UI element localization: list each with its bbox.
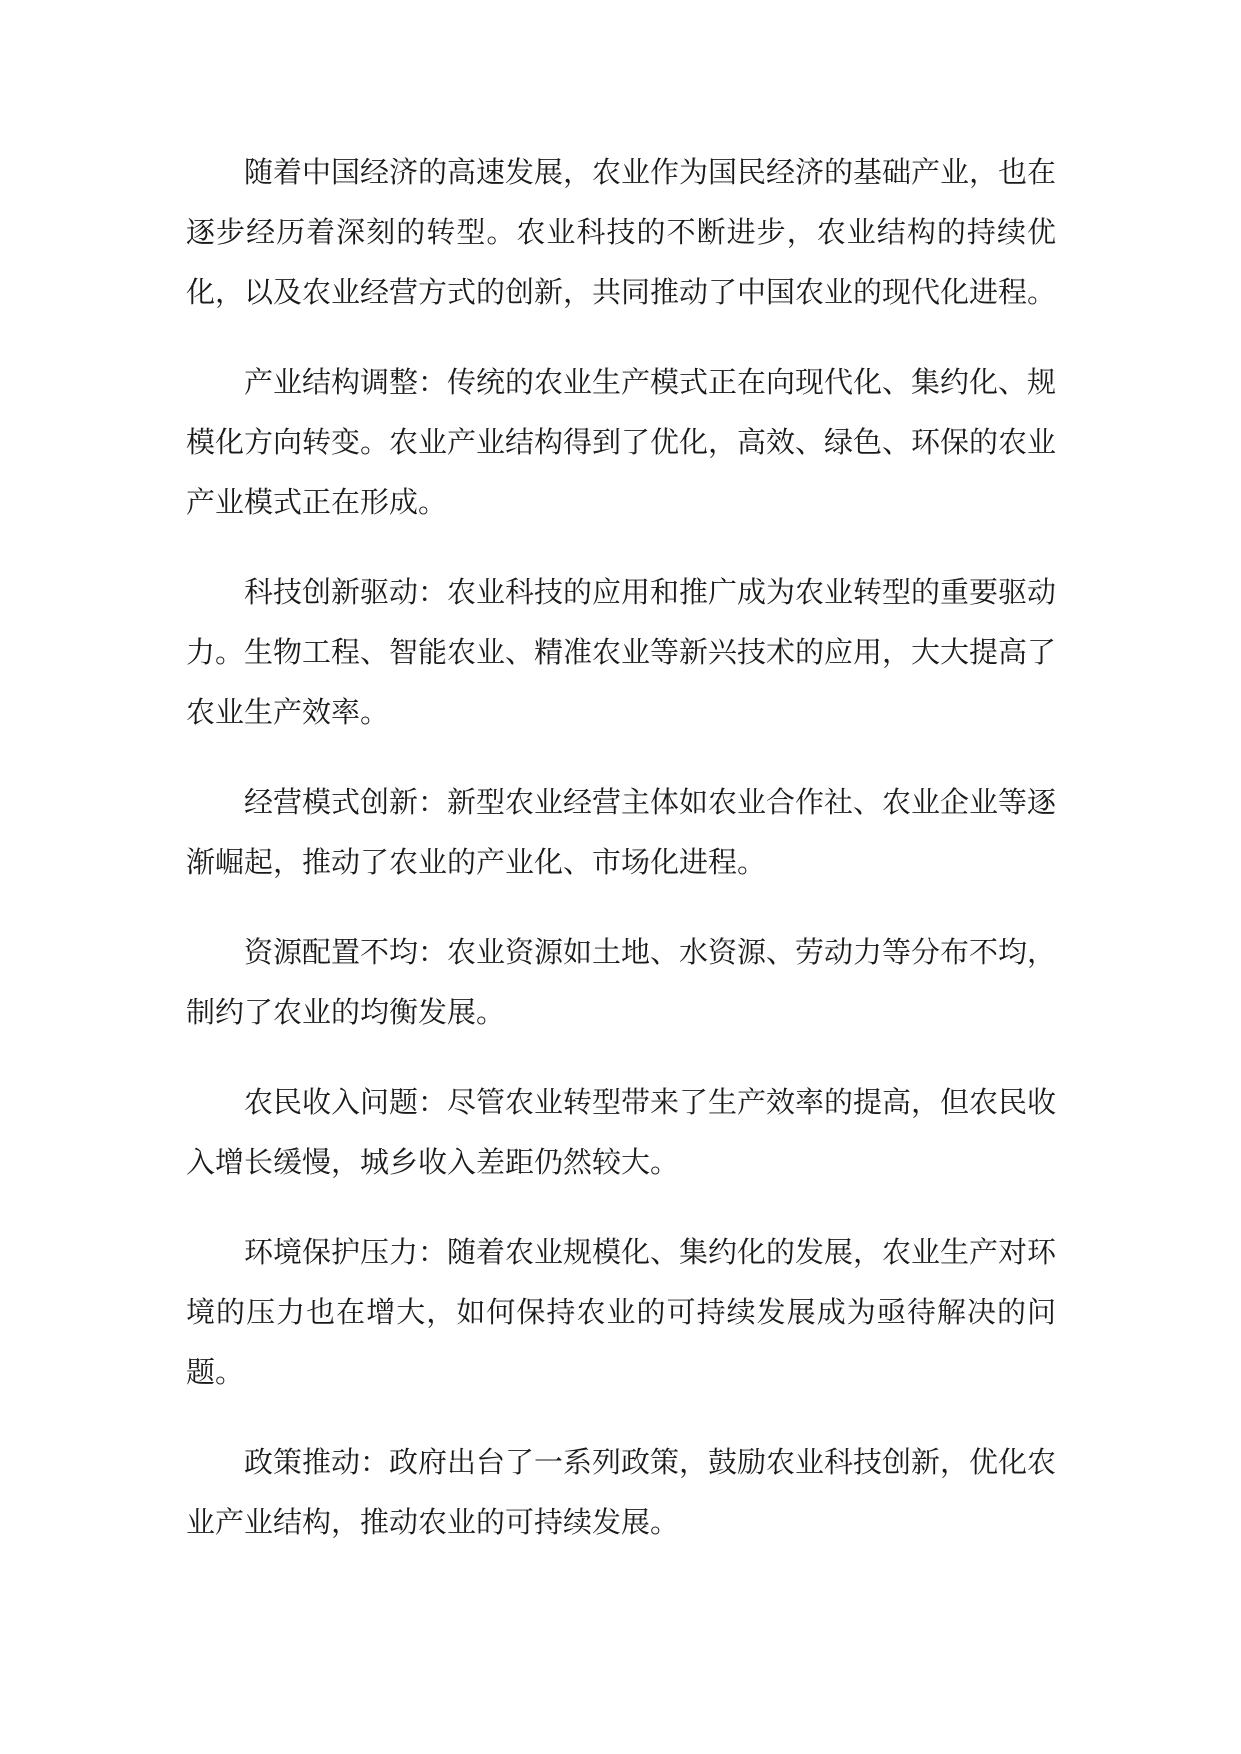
paragraph-industry-structure: 产业结构调整：传统的农业生产模式正在向现代化、集约化、规模化方向转变。农业产业结构得到了优化，高效、绿色、环保的农业产业模式正在形成。 xyxy=(186,365,1057,519)
paragraph-tech-innovation: 科技创新驱动：农业科技的应用和推广成为农业转型的重要驱动力。生物工程、智能农业、精准农业等新兴技术的应用，大大提高了农业生产效率。 xyxy=(186,575,1057,729)
paragraph-environment: 环境保护压力：随着农业规模化、集约化的发展，农业生产对环境的压力也在增大，如何保持农业的可持续发展成为亟待解决的问题。 xyxy=(186,1235,1057,1389)
paragraph-farmer-income: 农民收入问题：尽管农业转型带来了生产效率的提高，但农民收入增长缓慢，城乡收入差距仍然较大。 xyxy=(186,1085,1057,1179)
paragraph-policy: 政策推动：政府出台了一系列政策，鼓励农业科技创新，优化农业产业结构，推动农业的可持续发展。 xyxy=(186,1445,1057,1539)
paragraph-resource-allocation: 资源配置不均：农业资源如土地、水资源、劳动力等分布不均，制约了农业的均衡发展。 xyxy=(186,935,1057,1029)
paragraph-business-model: 经营模式创新：新型农业经营主体如农业合作社、农业企业等逐渐崛起，推动了农业的产业化、市场化进程。 xyxy=(186,785,1057,879)
paragraph-intro: 随着中国经济的高速发展，农业作为国民经济的基础产业，也在逐步经历着深刻的转型。农业科技的不断进步，农业结构的持续优化，以及农业经营方式的创新，共同推动了中国农业的现代化进程。 xyxy=(186,155,1057,309)
document-body xyxy=(186,142,1056,1582)
